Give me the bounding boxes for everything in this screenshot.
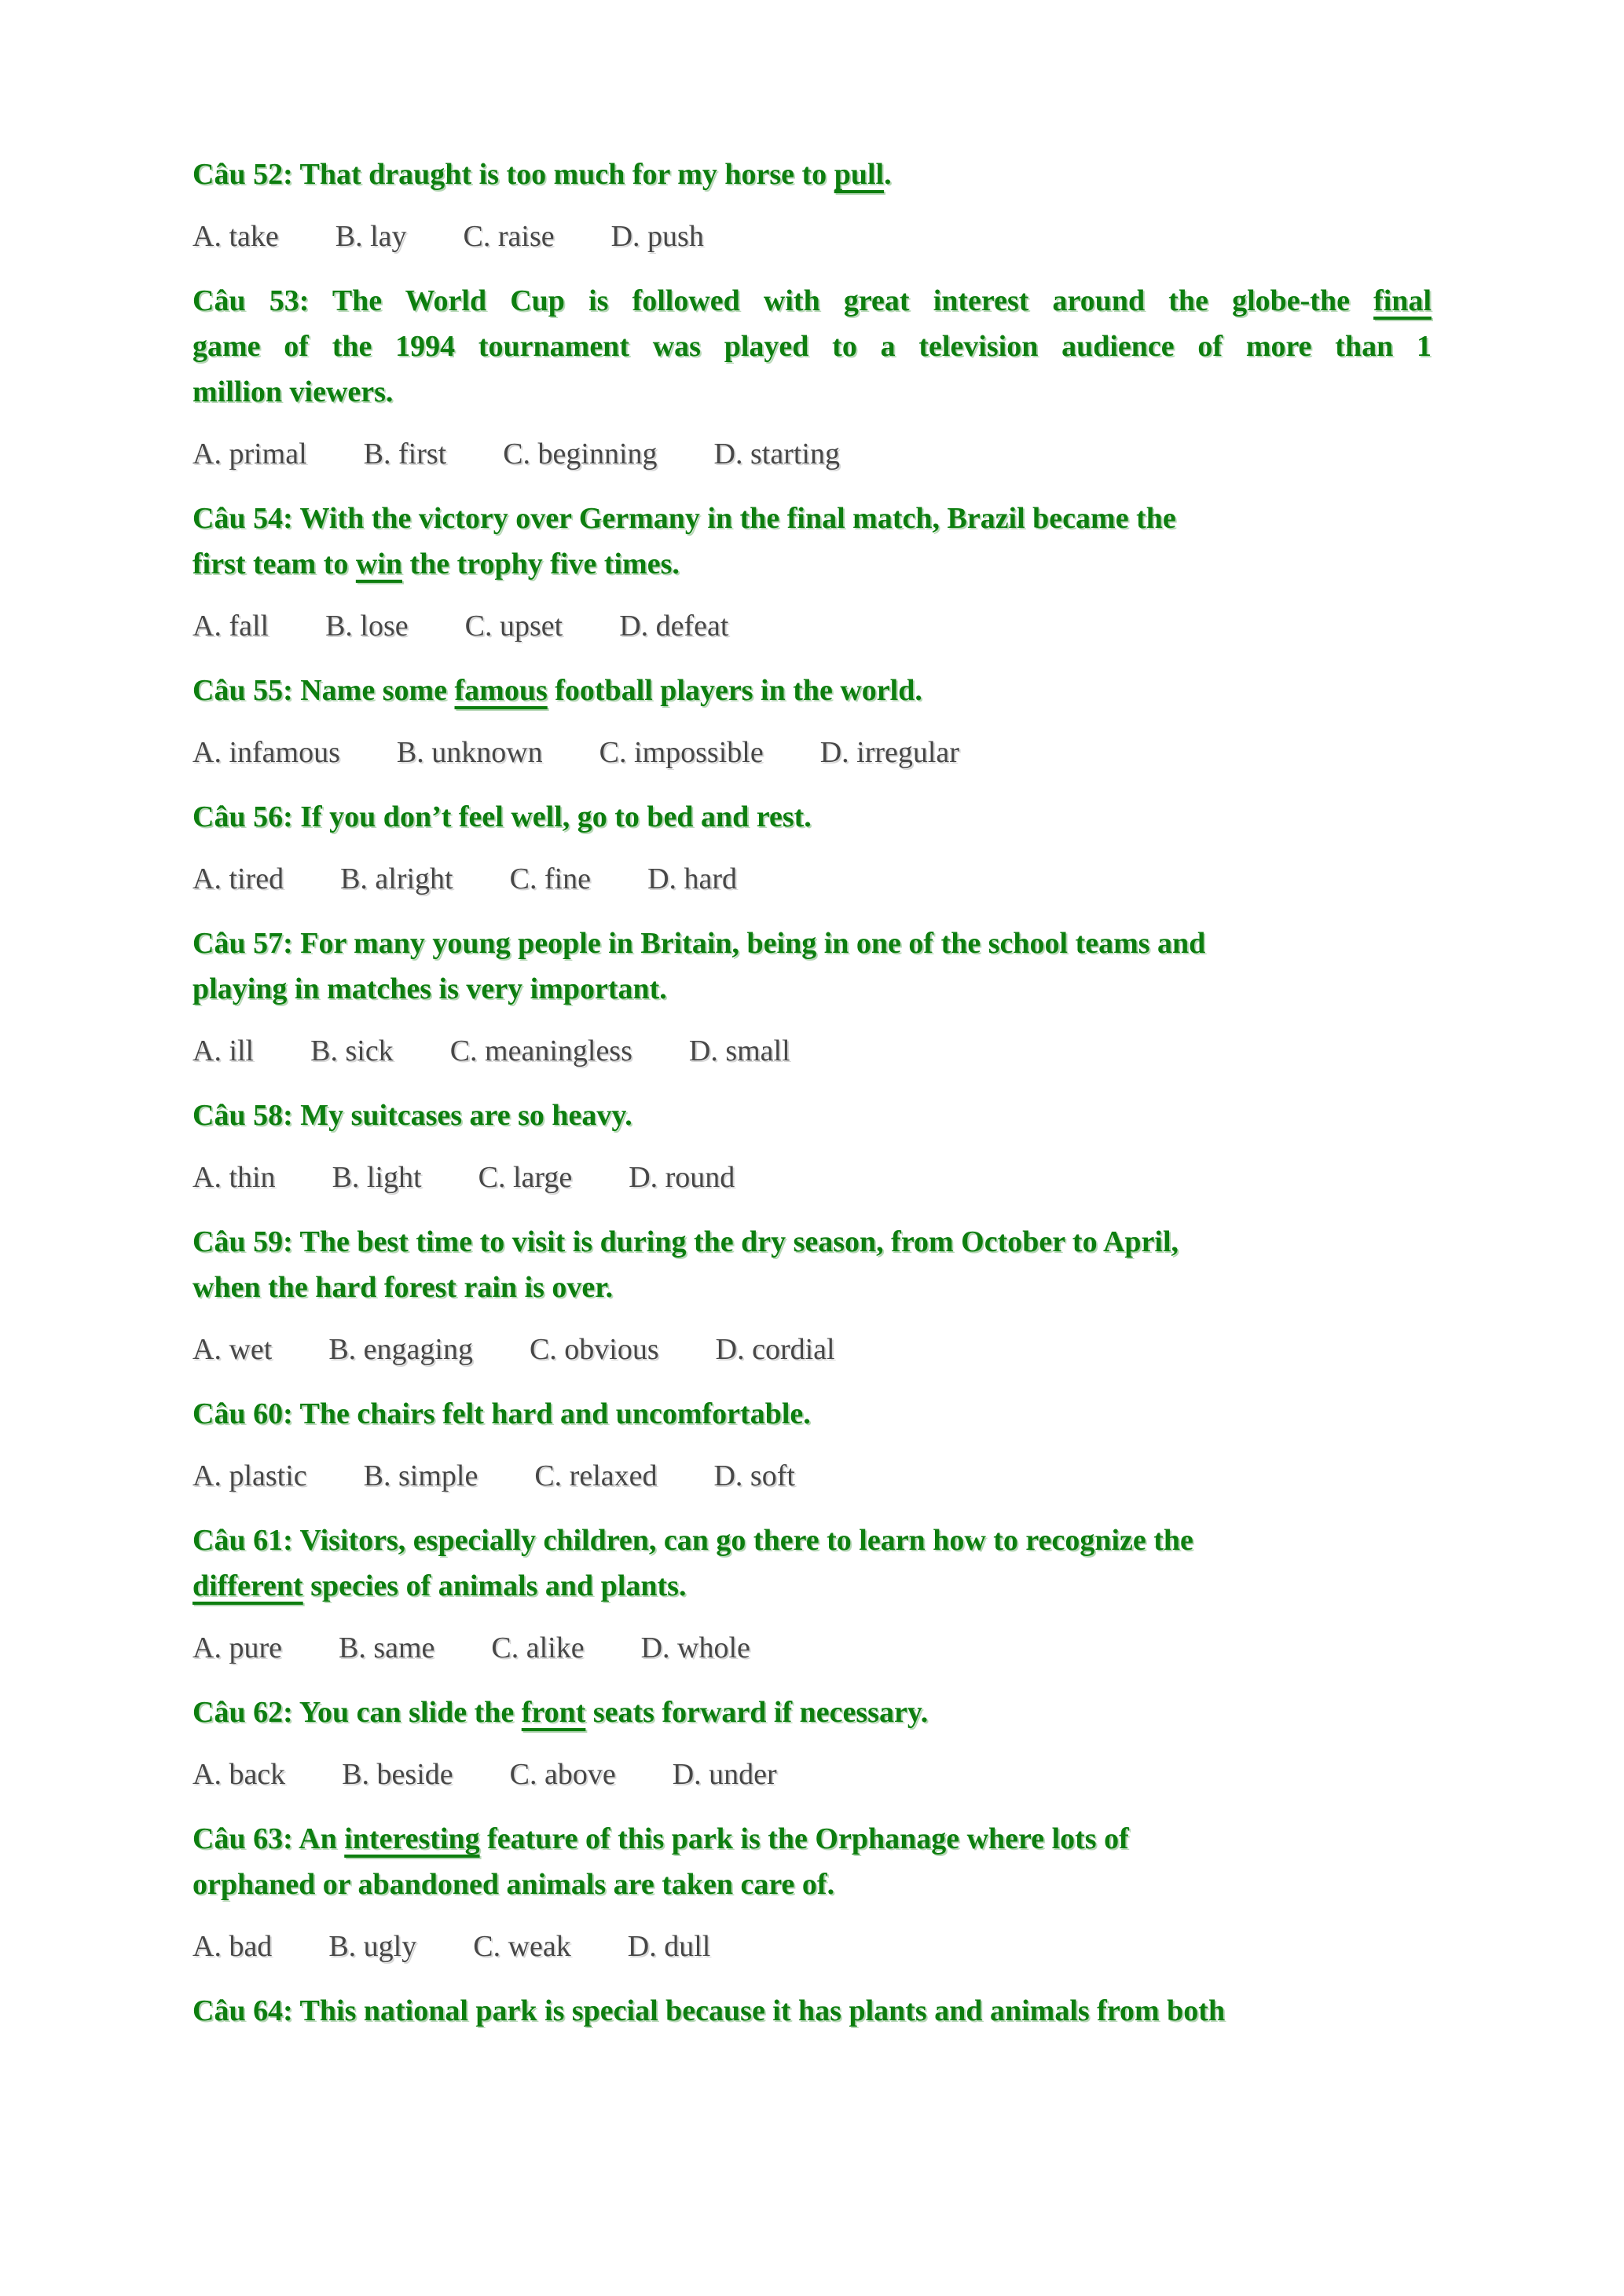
question-text-segment: game of the 1994 tournament was played to a television audience of more than 1 bbox=[192, 330, 1432, 363]
option-d: D. round bbox=[629, 1161, 735, 1194]
question-text-segment: football players in the world. bbox=[547, 674, 922, 707]
question-text-segment: species of animals and plants. bbox=[302, 1569, 687, 1602]
question-53 bbox=[192, 278, 1432, 477]
option-b: B. first bbox=[363, 438, 447, 471]
question-text-segment: Câu 54: With the victory over Germany in the final match, Brazil became the bbox=[192, 502, 1176, 535]
underlined-word: win bbox=[355, 547, 402, 580]
question-line bbox=[192, 152, 1432, 197]
option-d: D. dull bbox=[627, 1930, 711, 1963]
option-d: D. cordial bbox=[715, 1333, 835, 1366]
option-b: B. same bbox=[338, 1631, 435, 1664]
question-text-segment: Câu 58: My suitcases are so heavy. bbox=[192, 1099, 632, 1132]
option-c: C. large bbox=[478, 1161, 573, 1194]
question-line bbox=[192, 324, 1432, 369]
option-b: B. ugly bbox=[328, 1930, 417, 1963]
answer-options bbox=[192, 1028, 1432, 1074]
option-a: A. take bbox=[192, 220, 279, 253]
option-c: C. obvious bbox=[529, 1333, 659, 1366]
option-a: A. ill bbox=[192, 1034, 255, 1067]
underlined-word: different bbox=[192, 1569, 303, 1602]
question-64 bbox=[192, 1988, 1432, 2034]
question-line bbox=[192, 1862, 1432, 1907]
question-line bbox=[192, 1265, 1432, 1310]
answer-options bbox=[192, 1155, 1432, 1200]
option-c: C. beginning bbox=[503, 438, 658, 471]
option-d: D. hard bbox=[647, 862, 738, 895]
option-a: A. tired bbox=[192, 862, 284, 895]
question-58 bbox=[192, 1093, 1432, 1200]
question-line bbox=[192, 1988, 1432, 2034]
option-b: B. lose bbox=[325, 610, 409, 643]
underlined-word: front bbox=[521, 1696, 586, 1729]
option-d: D. soft bbox=[713, 1459, 795, 1492]
question-57 bbox=[192, 921, 1432, 1074]
question-text-segment: when the hard forest rain is over. bbox=[192, 1271, 614, 1304]
option-c: C. relaxed bbox=[534, 1459, 658, 1492]
question-56 bbox=[192, 794, 1432, 902]
option-d: D. under bbox=[672, 1758, 777, 1791]
question-heading bbox=[192, 1219, 1432, 1310]
question-text-segment: seats forward if necessary. bbox=[585, 1696, 929, 1729]
question-line bbox=[192, 668, 1432, 713]
option-b: B. unknown bbox=[396, 736, 543, 769]
question-63 bbox=[192, 1816, 1432, 1969]
question-heading bbox=[192, 1391, 1432, 1437]
underlined-word: pull bbox=[834, 158, 885, 191]
question-54 bbox=[192, 496, 1432, 649]
answer-options bbox=[192, 1625, 1432, 1671]
option-d: D. starting bbox=[713, 438, 840, 471]
question-heading bbox=[192, 496, 1432, 587]
option-d: D. defeat bbox=[619, 610, 729, 643]
question-heading bbox=[192, 668, 1432, 713]
question-line bbox=[192, 921, 1432, 966]
question-heading bbox=[192, 1816, 1432, 1907]
question-line bbox=[192, 1816, 1432, 1862]
option-b: B. light bbox=[332, 1161, 422, 1194]
question-text-segment: Câu 64: This national park is special because it has plants and animals from both bbox=[192, 1994, 1226, 2027]
question-text-segment: Câu 60: The chairs felt hard and uncomfortable. bbox=[192, 1397, 811, 1430]
question-heading bbox=[192, 1988, 1432, 2034]
option-a: A. thin bbox=[192, 1161, 276, 1194]
option-c: C. upset bbox=[464, 610, 563, 643]
option-a: A. bad bbox=[192, 1930, 273, 1963]
option-a: A. plastic bbox=[192, 1459, 307, 1492]
option-a: A. primal bbox=[192, 438, 307, 471]
answer-options bbox=[192, 856, 1432, 902]
question-text-segment: Câu 63: An bbox=[192, 1822, 345, 1855]
question-line bbox=[192, 966, 1432, 1012]
answer-options bbox=[192, 1453, 1432, 1499]
question-text-segment: Câu 56: If you don’t feel well, go to bed and rest. bbox=[192, 800, 812, 833]
question-text-segment: million viewers. bbox=[192, 375, 394, 408]
option-d: D. whole bbox=[640, 1631, 750, 1664]
question-52 bbox=[192, 152, 1432, 259]
option-d: D. push bbox=[610, 220, 704, 253]
option-c: C. fine bbox=[509, 862, 592, 895]
option-c: C. impossible bbox=[599, 736, 764, 769]
option-d: D. irregular bbox=[819, 736, 959, 769]
question-line bbox=[192, 1219, 1432, 1265]
underlined-word: interesting bbox=[344, 1822, 480, 1855]
question-line bbox=[192, 1518, 1432, 1563]
question-text-segment: orphaned or abandoned animals are taken care of. bbox=[192, 1868, 835, 1901]
question-59 bbox=[192, 1219, 1432, 1372]
answer-options bbox=[192, 1924, 1432, 1969]
question-text-segment: . bbox=[884, 158, 892, 191]
answer-options bbox=[192, 730, 1432, 775]
questions-list bbox=[192, 152, 1432, 2034]
option-c: C. meaningless bbox=[449, 1034, 632, 1067]
question-heading bbox=[192, 794, 1432, 840]
question-line bbox=[192, 278, 1432, 324]
question-text-segment: Câu 55: Name some bbox=[192, 674, 455, 707]
question-line bbox=[192, 541, 1432, 587]
option-b: B. sick bbox=[310, 1034, 394, 1067]
option-a: A. fall bbox=[192, 610, 269, 643]
question-60 bbox=[192, 1391, 1432, 1499]
question-heading bbox=[192, 1093, 1432, 1138]
option-a: A. infamous bbox=[192, 736, 340, 769]
option-a: A. pure bbox=[192, 1631, 282, 1664]
option-d: D. small bbox=[688, 1034, 790, 1067]
question-61 bbox=[192, 1518, 1432, 1671]
answer-options bbox=[192, 1327, 1432, 1372]
option-b: B. alright bbox=[340, 862, 453, 895]
question-text-segment: feature of this park is the Orphanage where lots of bbox=[479, 1822, 1129, 1855]
question-text-segment: Câu 62: You can slide the bbox=[192, 1696, 522, 1729]
option-c: C. raise bbox=[463, 220, 555, 253]
option-b: B. beside bbox=[342, 1758, 453, 1791]
question-text-segment: Câu 61: Visitors, especially children, can go there to learn how to recognize the bbox=[192, 1524, 1193, 1557]
answer-options bbox=[192, 1752, 1432, 1797]
question-heading bbox=[192, 1518, 1432, 1609]
option-c: C. above bbox=[509, 1758, 616, 1791]
question-text-segment: the trophy five times. bbox=[402, 547, 680, 580]
option-c: C. weak bbox=[473, 1930, 571, 1963]
underlined-word: famous bbox=[454, 674, 548, 707]
question-heading bbox=[192, 1690, 1432, 1735]
question-text-segment: first team to bbox=[192, 547, 356, 580]
question-text-segment: playing in matches is very important. bbox=[192, 972, 667, 1005]
answer-options bbox=[192, 431, 1432, 477]
question-text-segment: Câu 52: That draught is too much for my horse to bbox=[192, 158, 834, 191]
question-line bbox=[192, 1391, 1432, 1437]
answer-options bbox=[192, 603, 1432, 649]
option-b: B. lay bbox=[335, 220, 407, 253]
option-a: A. wet bbox=[192, 1333, 273, 1366]
question-line bbox=[192, 1093, 1432, 1138]
question-heading bbox=[192, 278, 1432, 415]
option-b: B. engaging bbox=[328, 1333, 473, 1366]
question-line bbox=[192, 369, 1432, 415]
question-line bbox=[192, 1690, 1432, 1735]
question-text-segment: Câu 59: The best time to visit is during the dry season, from October to April, bbox=[192, 1225, 1179, 1258]
underlined-word: final bbox=[1373, 284, 1432, 317]
question-heading bbox=[192, 152, 1432, 197]
option-c: C. alike bbox=[491, 1631, 585, 1664]
question-line bbox=[192, 794, 1432, 840]
question-text-segment: Câu 57: For many young people in Britain, being in one of the school teams and bbox=[192, 927, 1206, 960]
question-heading bbox=[192, 921, 1432, 1012]
question-62 bbox=[192, 1690, 1432, 1797]
question-line bbox=[192, 1563, 1432, 1609]
question-55 bbox=[192, 668, 1432, 775]
question-line bbox=[192, 496, 1432, 541]
option-a: A. back bbox=[192, 1758, 286, 1791]
answer-options bbox=[192, 214, 1432, 259]
question-text-segment: Câu 53: The World Cup is followed with great interest around the globe-the bbox=[192, 284, 1374, 317]
option-b: B. simple bbox=[363, 1459, 478, 1492]
